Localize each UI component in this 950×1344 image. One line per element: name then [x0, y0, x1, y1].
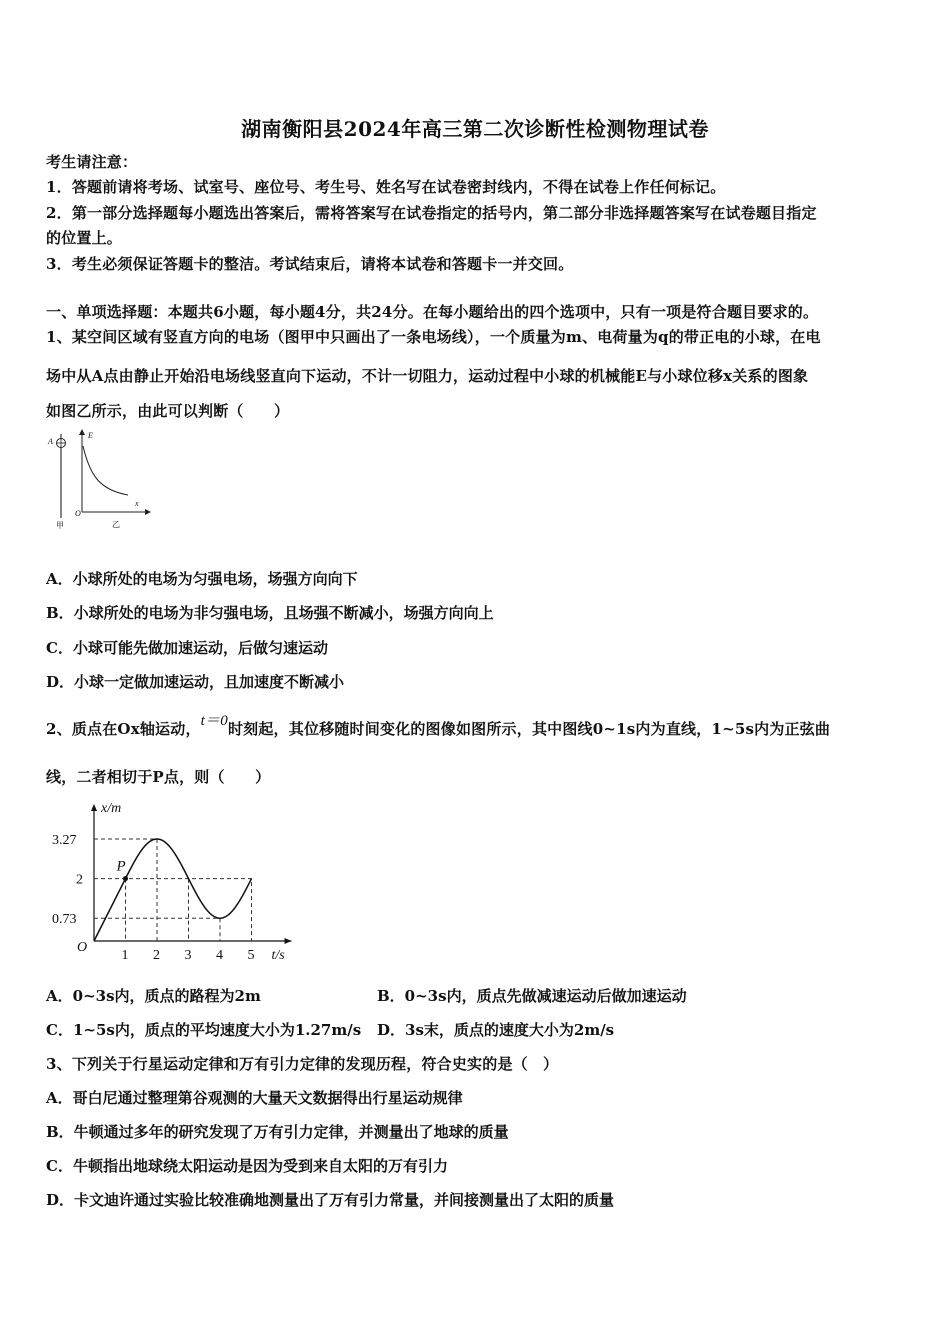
label-a: A — [48, 437, 53, 446]
notice-line-2-cont: 的位置上。 — [46, 229, 123, 247]
notice-line-2: 2．第一部分选择题每小题选出答案后，需将答案写在试卷指定的括号内，第二部分非选择题答案写在试卷题目指定 — [46, 204, 817, 222]
x-tick-label: 2 — [153, 948, 160, 963]
y-axis-label: x/m — [101, 801, 122, 816]
q1-option-d: D．小球一定做加速运动，且加速度不断减小 — [46, 673, 345, 691]
q2-stem-line-1 — [46, 713, 831, 739]
q2-stem-line-2: 线，二者相切于P点，则（ ） — [46, 768, 271, 786]
point-p-label: P — [116, 858, 126, 875]
series-linear — [94, 879, 126, 941]
y-tick-label: 0.73 — [52, 912, 77, 928]
page-title: 湖南衡阳县2024年高三第二次诊断性检测物理试卷 — [241, 117, 709, 141]
x-tick-label: 1 — [121, 948, 129, 963]
x-tick-label: 5 — [247, 948, 255, 963]
q2-t-expression: t＝0 — [200, 713, 228, 729]
q2-option-c: C．1~5s内，质点的平均速度大小为1.27m/s — [46, 1021, 362, 1039]
x-axis-arrow — [285, 938, 292, 944]
q1-option-b: B．小球所处的电场为非匀强电场，且场强不断减小，场强方向向上 — [46, 604, 494, 622]
q2-chart — [44, 798, 294, 970]
x-tick-label: 4 — [216, 948, 223, 963]
q1-stem-line-3: 如图乙所示，由此可以判断（ ） — [46, 402, 290, 420]
q2-stem-part-b: 时刻起，其位移随时间变化的图像如图所示，其中图线0~1s内为直线，1~5s内为正弦曲 — [227, 720, 831, 738]
q3-option-c: C．牛顿指出地球绕太阳运动是因为受到来自太阳的万有引力 — [46, 1157, 448, 1175]
q1-figure — [44, 428, 156, 532]
q3-stem: 3、下列关于行星运动定律和万有引力定律的发现历程，符合史实的是（ ） — [46, 1055, 559, 1073]
guide-2 — [94, 879, 252, 941]
q2-option-b: B．0~3s内，质点先做减速运动后做加速运动 — [377, 987, 687, 1005]
y-tick-label: 2 — [76, 872, 83, 888]
q2-option-a: A．0~3s内，质点的路程为2m — [46, 987, 261, 1005]
notice-line-3: 3．考生必须保证答题卡的整洁。考试结束后，请将本试卷和答题卡一并交回。 — [46, 255, 574, 273]
guide-3-27 — [94, 839, 157, 941]
label-x: x — [135, 499, 139, 508]
caption-jia: 甲 — [56, 521, 64, 530]
y-tick-label: 3.27 — [52, 832, 77, 848]
q2-option-d: D．3s末，质点的速度大小为2m/s — [377, 1021, 615, 1039]
label-o: O — [75, 509, 81, 518]
x-tick-label: 3 — [184, 948, 192, 963]
y-axis-arrow — [91, 804, 97, 811]
label-e: E — [88, 431, 93, 440]
q1-option-c: C．小球可能先做加速运动，后做匀速运动 — [46, 639, 328, 657]
q1-stem-line-2: 场中从A点由静止开始沿电场线竖直向下运动，不计一切阻力，运动过程中小球的机械能E与小球位移x关系的图象 — [46, 367, 809, 385]
section-header: 一、单项选择题：本题共6小题，每小题4分，共24分。在每小题给出的四个选项中，只有一项是符合题目要求的。 — [46, 303, 819, 321]
q3-option-d: D．卡文迪许通过实验比较准确地测量出了万有引力常量，并间接测量出了太阳的质量 — [46, 1191, 615, 1209]
x-axis-label: t/s — [271, 948, 285, 963]
q1-stem-line-1: 1、某空间区域有竖直方向的电场（图甲中只画出了一条电场线），一个质量为m、电荷量为q的带正电的小球，在电 — [46, 328, 821, 346]
q2-stem-part-a: 2、质点在Ox轴运动， — [46, 720, 201, 738]
q3-option-a: A．哥白尼通过整理第谷观测的大量天文数据得出行星运动规律 — [46, 1089, 463, 1107]
origin-label: O — [77, 940, 88, 955]
notice-line-1: 1．答题前请将考场、试室号、座位号、考生号、姓名写在试卷密封线内，不得在试卷上作任何标记。 — [46, 178, 726, 196]
notice-heading: 考生请注意： — [46, 153, 138, 171]
point-p — [123, 876, 128, 881]
e-x-curve — [83, 446, 128, 495]
q3-option-b: B．牛顿通过多年的研究发现了万有引力定律，并测量出了地球的质量 — [46, 1123, 509, 1141]
caption-yi: 乙 — [112, 520, 120, 529]
q1-option-a: A．小球所处的电场为匀强电场，场强方向向下 — [46, 570, 358, 588]
